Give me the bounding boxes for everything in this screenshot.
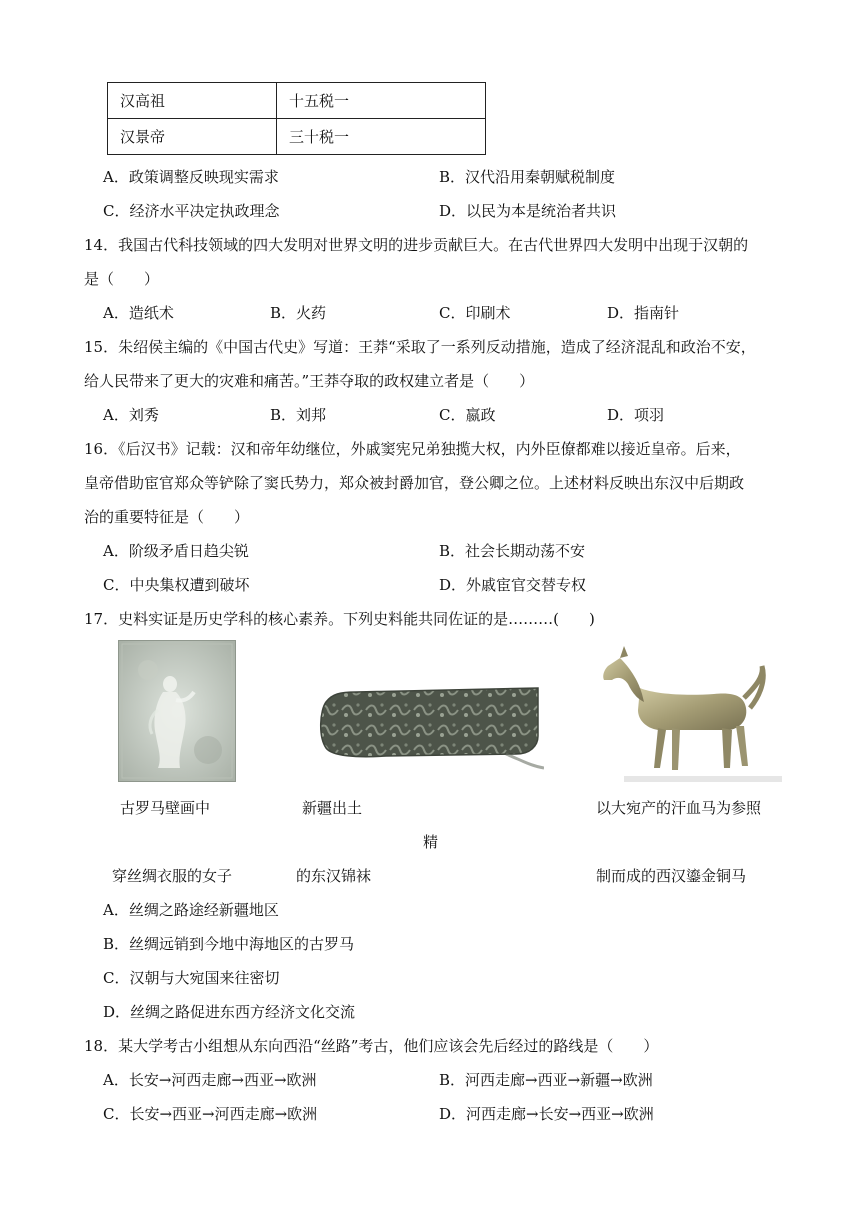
- q13-option-d[interactable]: D．以民为本是统治者共识: [439, 202, 617, 220]
- q18-option-c[interactable]: C．长安→西亚→河西走廊→欧洲: [103, 1105, 318, 1123]
- caption-roman-line1: 古罗马壁画中: [120, 799, 211, 817]
- tax-table: [107, 82, 486, 155]
- table-row: [108, 119, 486, 155]
- q13-option-b[interactable]: B．汉代沿用秦朝赋税制度: [439, 168, 616, 186]
- q15-stem-line1: 15．朱绍侯主编的《中国古代史》写道：王莽“采取了一系列反动措施，造成了经济混乱和政治不安，: [84, 338, 756, 356]
- caption-sock-line2: 的东汉锦袜: [296, 867, 372, 885]
- table-cell: 十五税一: [277, 83, 486, 119]
- brocade-sock-image: [316, 680, 544, 770]
- q18-option-b[interactable]: B．河西走廊→西亚→新疆→欧洲: [439, 1071, 653, 1089]
- table-cell: 三十税一: [277, 119, 486, 155]
- q14-stem-line1: 14．我国古代科技领域的四大发明对世界文明的进步贡献巨大。在古代世界四大发明中出现于汉朝的: [84, 236, 749, 254]
- q16-stem-line3: 治的重要特征是（ ）: [84, 508, 250, 526]
- q16-option-b[interactable]: B．社会长期动荡不安: [439, 542, 586, 560]
- table-cell: 汉景帝: [108, 119, 277, 155]
- table-cell: 汉高祖: [108, 83, 277, 119]
- q17-option-d[interactable]: D．丝绸之路促进东西方经济文化交流: [103, 1003, 356, 1021]
- caption-horse-line1: 以大宛产的汗血马为参照: [596, 799, 762, 817]
- caption-roman-line2: 穿丝绸衣服的女子: [112, 867, 233, 885]
- q16-stem-line2: 皇帝借助宦官郑众等铲除了窦氏势力，郑众被封爵加官，登公卿之位。上述材料反映出东汉中后期政: [84, 474, 745, 492]
- q15-option-c[interactable]: C．嬴政: [439, 406, 496, 424]
- caption-sock-mid: 精: [423, 833, 439, 851]
- q17-option-b[interactable]: B．丝绸远销到今地中海地区的古罗马: [103, 935, 355, 953]
- q17-option-a[interactable]: A．丝绸之路途经新疆地区: [103, 901, 279, 919]
- q15-stem-line2: 给人民带来了更大的灾难和痛苦。”王莽夺取的政权建立者是（ ）: [84, 372, 535, 390]
- q18-stem-line1: 18．某大学考古小组想从东向西沿“丝路”考古，他们应该会先后经过的路线是（ ）: [84, 1037, 659, 1055]
- q14-stem-line2: 是（ ）: [84, 270, 160, 288]
- q18-option-a[interactable]: A．长安→河西走廊→西亚→欧洲: [103, 1071, 317, 1089]
- gilt-bronze-horse-image: [594, 636, 782, 782]
- caption-horse-line2: 制而成的西汉鎏金铜马: [596, 867, 747, 885]
- q14-option-d[interactable]: D．指南针: [607, 304, 680, 322]
- q15-option-a[interactable]: A．刘秀: [103, 406, 159, 424]
- q17-option-c[interactable]: C．汉朝与大宛国来往密切: [103, 969, 280, 987]
- table-row: [108, 83, 486, 119]
- caption-sock-line1: 新疆出土: [302, 799, 363, 817]
- q13-option-a[interactable]: A．政策调整反映现实需求: [103, 168, 279, 186]
- q17-stem-line1: 17．史料实证是历史学科的核心素养。下列史料能共同佐证的是………( ): [84, 610, 595, 628]
- q14-option-a[interactable]: A．造纸术: [103, 304, 174, 322]
- q18-option-d[interactable]: D．河西走廊→长安→西亚→欧洲: [439, 1105, 654, 1123]
- q16-option-d[interactable]: D．外戚宦官交替专权: [439, 576, 587, 594]
- q15-option-d[interactable]: D．项羽: [607, 406, 665, 424]
- q16-option-c[interactable]: C．中央集权遭到破坏: [103, 576, 250, 594]
- q15-option-b[interactable]: B．刘邦: [270, 406, 327, 424]
- q14-option-b[interactable]: B．火药: [270, 304, 327, 322]
- roman-fresco-image: [118, 640, 236, 782]
- q16-stem-line1: 16．《后汉书》记载：汉和帝年幼继位，外戚窦宪兄弟独揽大权，内外臣僚都难以接近皇帝。后来，: [84, 440, 741, 458]
- q14-option-c[interactable]: C．印刷术: [439, 304, 511, 322]
- q16-option-a[interactable]: A．阶级矛盾日趋尖锐: [103, 542, 249, 560]
- q13-option-c[interactable]: C．经济水平决定执政理念: [103, 202, 280, 220]
